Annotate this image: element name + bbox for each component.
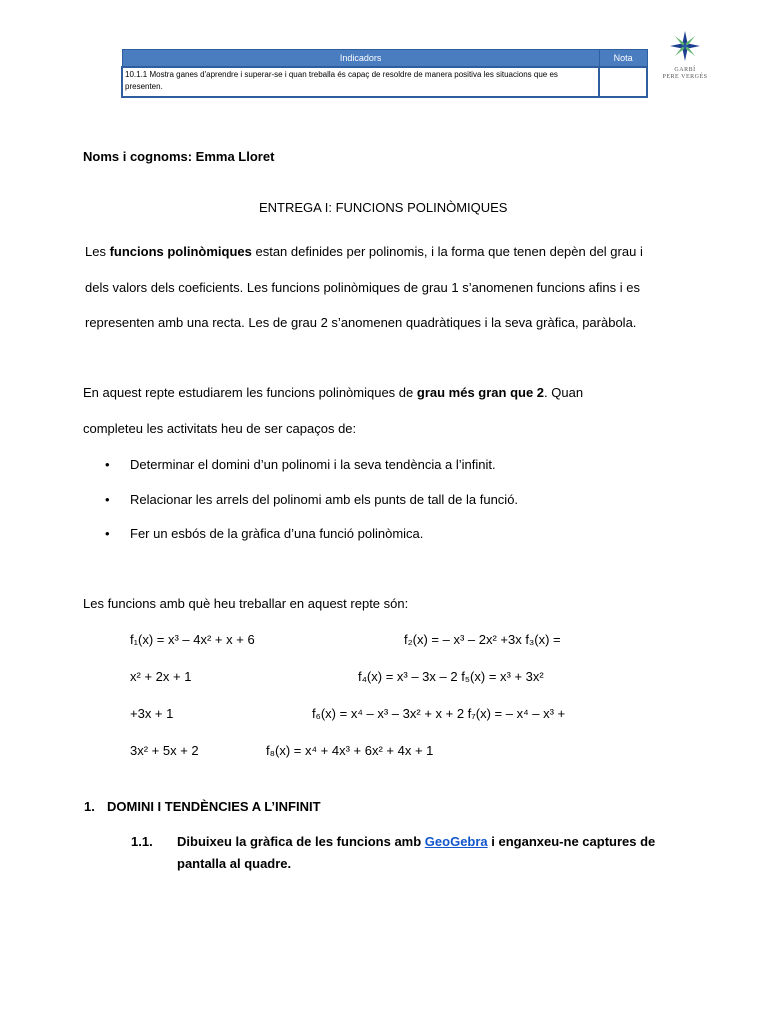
intro-line-2: dels valors dels coeficients. Les funcions polinòmiques de grau 1 s’anomenen funcions afins i es (85, 280, 640, 295)
section-1-1-line-2: pantalla al quadre. (177, 856, 292, 871)
section-1-number: 1. (84, 799, 95, 814)
bullet-3: Fer un esbós de la gràfica d’una funció polinòmica. (130, 526, 424, 541)
intro-line-1 (85, 244, 643, 259)
school-logo (660, 30, 710, 82)
function-row2-left: x² + 2x + 1 (130, 669, 192, 684)
intro-line-3: representen amb una recta. Les de grau 2 s’anomenen quadràtiques i la seva gràfica, paràbola. (85, 315, 637, 330)
star-logo-icon (670, 30, 700, 62)
function-row2-right: f₄(x) = x³ – 3x – 2 f₅(x) = x³ + 3x² (358, 669, 544, 684)
bullet-2: Relacionar les arrels del polinomi amb els punts de tall de la funció. (130, 492, 519, 507)
intro-l1-bold: funcions polinòmiques (109, 244, 252, 259)
intro-l1-b: estan definides per polinomis, i la forma que tenen depèn del grau i (251, 244, 643, 259)
function-row3-left: +3x + 1 (130, 706, 174, 721)
bullet-2-mark: • (105, 492, 110, 507)
bullet-3-mark: • (105, 526, 110, 541)
section-1-1-b: i enganxeu-ne captures de (487, 834, 656, 849)
function-row3-right: f₆(x) = x⁴ – x³ – 3x² + x + 2 f₇(x) = – x⁴ – x³ + (312, 706, 566, 721)
repte-l1-a: En aquest repte estudiarem les funcions polinòmiques de (83, 385, 417, 400)
header-indicadors: Indicadors (122, 50, 599, 68)
function-row1-left: f₁(x) = x³ – 4x² + x + 6 (130, 632, 255, 647)
functions-intro: Les funcions amb què heu treballar en aquest repte són: (83, 596, 409, 611)
student-name: Noms i cognoms: Emma Lloret (83, 149, 275, 164)
section-1-1-number: 1.1. (131, 834, 153, 849)
indicators-table (121, 49, 648, 98)
function-row1-right: f₂(x) = – x³ – 2x² +3x f₃(x) = (404, 632, 561, 647)
repte-l1-b: . Quan (544, 385, 584, 400)
header-nota: Nota (599, 50, 647, 68)
function-row4-right: f₈(x) = x⁴ + 4x³ + 6x² + 4x + 1 (266, 743, 434, 758)
page-title: ENTREGA I: FUNCIONS POLINÒMIQUES (259, 200, 508, 215)
function-row4-left: 3x² + 5x + 2 (130, 743, 199, 758)
section-1-title: DOMINI I TENDÈNCIES A L’INFINIT (107, 799, 321, 814)
section-1-1-line-1 (177, 834, 655, 849)
indicator-text: 10.1.1 Mostra ganes d'aprendre i superar-se i quan treballa és capaç de resoldre de manera positiva les situacions que es presenten. (122, 67, 599, 97)
repte-line-2: completeu les activitats heu de ser capaços de: (83, 421, 357, 436)
intro-l1-a: Les (85, 244, 110, 259)
nota-cell[interactable] (599, 67, 647, 97)
repte-l1-bold: grau més gran que 2 (416, 385, 545, 400)
bullet-1: Determinar el domini d’un polinomi i la seva tendència a l’infinit. (130, 457, 496, 472)
section-1-1-a: Dibuixeu la gràfica de les funcions amb (177, 834, 425, 849)
logo-line1: GARBÍ (674, 67, 696, 73)
geogebra-link[interactable]: GeoGebra (424, 834, 488, 849)
repte-line-1 (83, 385, 583, 400)
logo-line2: PERE VERGÉS (662, 74, 708, 80)
bullet-1-mark: • (105, 457, 110, 472)
